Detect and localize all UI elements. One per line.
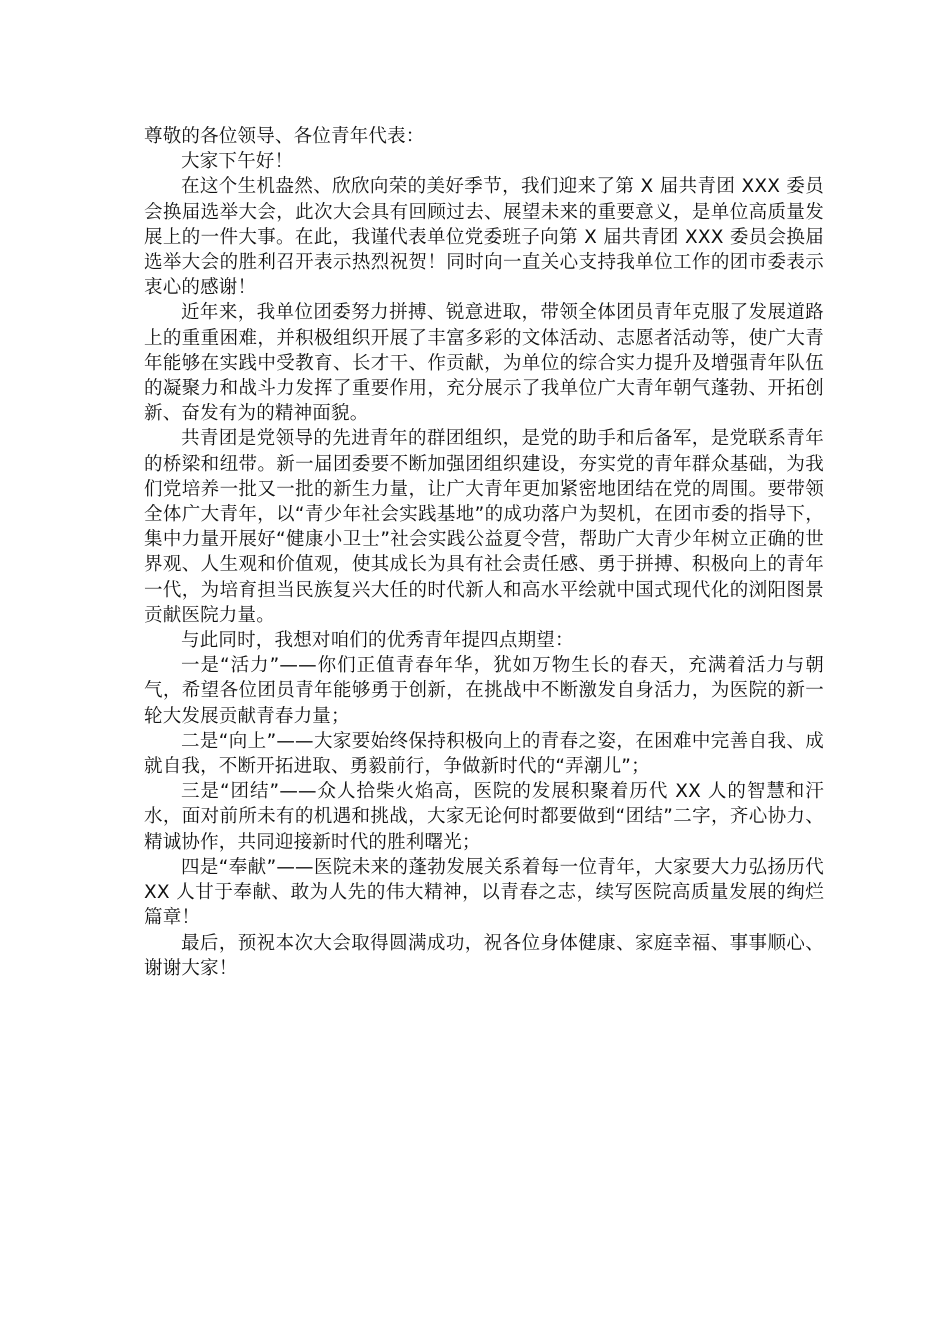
paragraph-achievements: 近年来，我单位团委努力拼搏、锐意进取，带领全体团员青年克服了发展道路上的重重困难，并积极组织开展了丰富多彩的文体活动、志愿者活动等，使广大青年能够在实践中受教育、长才干、作贡献，为单位的综合实力提升及增强青年队伍的凝聚力和战斗力发挥了重要作用，充分展示了我单位广大青年朝气蓬勃、开拓创新、奋发有为的精神面貌。 <box>144 302 824 425</box>
greeting: 大家下午好！ <box>181 151 294 173</box>
salutation: 尊敬的各位领导、各位青年代表： <box>144 126 425 147</box>
paragraph-expectation-vitality: 一是“活力”——你们正值青春年华，犹如万物生长的春天，充满着活力与朝气，希望各位团员青年能够勇于创新，在挑战中不断激发自身活力，为医院的新一轮大发展贡献青春力量； <box>144 655 824 727</box>
paragraph-league-role: 共青团是党领导的先进青年的群团组织，是党的助手和后备军，是党联系青年的桥梁和纽带。新一届团委要不断加强团组织建设，夯实党的青年群众基础，为我们党培养一批又一批的新生力量，让广大青年更加紧密地团结在党的周围。要带领全体广大青年，以“青少年社会实践基地”的成功落户为契机，在团市委的指导下，集中力量开展好“健康小卫士”社会实践公益夏令营，帮助广大青少年树立正确的世界观、人生观和价值观，使其成长为具有社会责任感、勇于拼搏、积极向上的青年一代，为培育担当民族复兴大任的时代新人和高水平绘就中国式现代化的浏阳图景贡献医院力量。 <box>144 428 824 626</box>
paragraph-expectation-unity: 三是“团结”——众人拾柴火焰高，医院的发展积聚着历代 XX 人的智慧和汗水，面对前所未有的机遇和挑战，大家无论何时都要做到“团结”二字，齐心协力、精诚协作，共同迎接新时代的胜利曙光； <box>144 781 824 853</box>
paragraph-closing: 最后，预祝本次大会取得圆满成功，祝各位身体健康、家庭幸福、事事顺心、谢谢大家！ <box>144 932 824 979</box>
speech-body <box>144 124 824 981</box>
paragraph-expectations-intro: 与此同时，我想对咱们的优秀青年提四点期望： <box>181 630 574 652</box>
paragraph-expectation-upward: 二是“向上”——大家要始终保持积极向上的青春之姿，在困难中完善自我、成就自我，不断开拓进取、勇毅前行，争做新时代的“弄潮儿”； <box>144 730 824 778</box>
paragraph-opening: 在这个生机盎然、欣欣向荣的美好季节，我们迎来了第 X 届共青团 XXX 委员会换届选举大会，此次大会具有回顾过去、展望未来的重要意义，是单位高质量发展上的一件大事。在此，我谨代表单位党委班子向第 X 届共青团 XXX 委员会换届选举大会的胜利召开表示热烈祝贺！同时向一直关心支持我单位工作的团市委表示衷心的感谢！ <box>144 176 824 299</box>
paragraph-expectation-dedication: 四是“奉献”——医院未来的蓬勃发展关系着每一位青年，大家要大力弘扬历代 XX 人甘于奉献、敢为人先的伟大精神，以青春之志，续写医院高质量发展的绚烂篇章！ <box>144 856 824 929</box>
